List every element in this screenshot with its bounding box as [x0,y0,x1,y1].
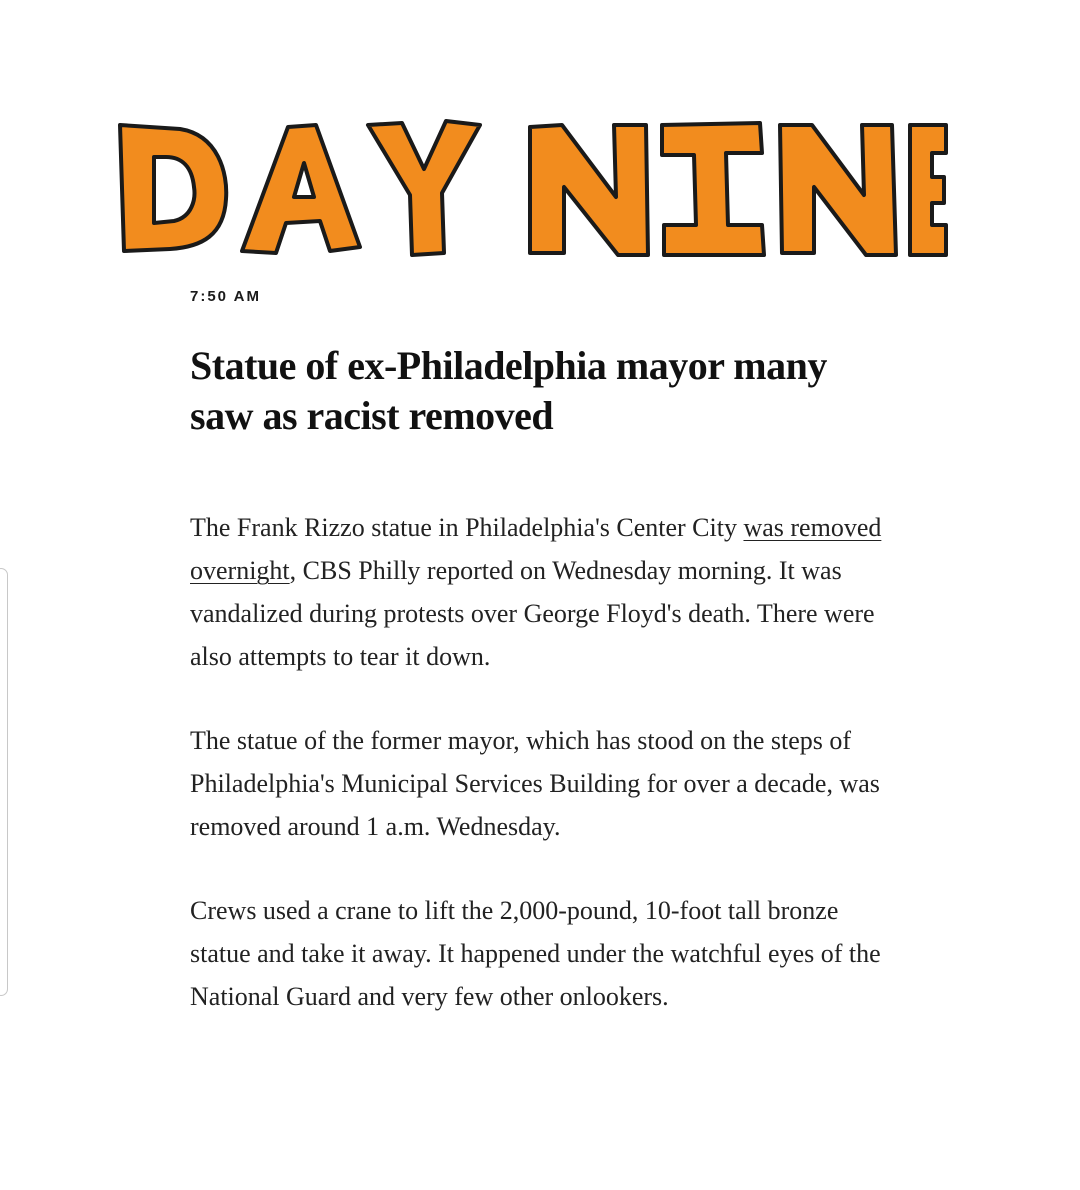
article-headline: Statue of ex-Philadelphia mayor many saw as racist removed [190,343,827,438]
article-paragraph-2: The statue of the former mayor, which has stood on the steps of Philadelphia's Municipal Services Building for over a decade, was removed around 1 a.m. Wednesday. [190,726,880,841]
scroll-handle[interactable] [0,568,8,996]
paragraph-1-text-after-link: , CBS Philly reported on Wednesday morning. It was vandalized during protests over George Floyd's death. There were also attempts to tear it down. [190,556,875,671]
paragraph-1-text-before-link: The Frank Rizzo statue in Philadelphia's Center City [190,513,744,542]
removed-overnight-link[interactable]: was removed overnight [190,513,882,585]
article-paragraph-3: Crews used a crane to lift the 2,000-pound, 10-foot tall bronze statue and take it away. It happened under the watchful eyes of the National Guard and very few other onlookers. [190,896,881,1011]
article-body [190,506,890,1059]
day-nine-lettering [110,95,950,265]
article-timestamp: 7:50 AM [190,288,261,305]
day-nine-banner [110,95,950,265]
article-paragraph-1 [190,506,890,678]
